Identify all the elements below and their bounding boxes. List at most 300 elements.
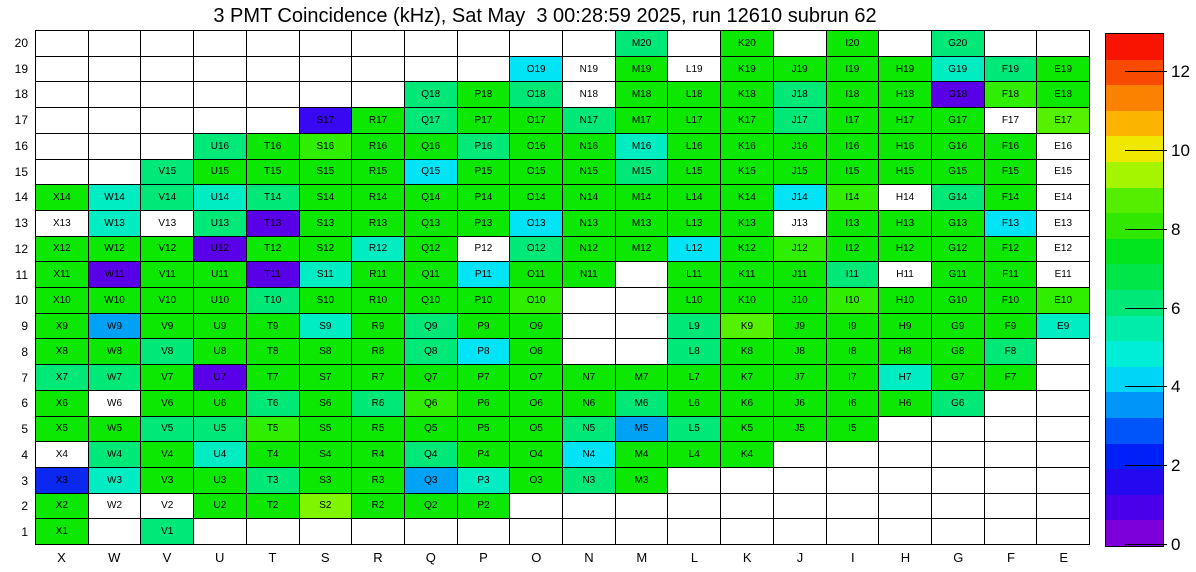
cell-label: L16 (685, 140, 703, 152)
cell-L18 (667, 81, 720, 107)
cell-I17 (826, 107, 879, 133)
cell-label: P18 (474, 89, 493, 101)
colorbar-band (1106, 85, 1163, 111)
cell-X15 (35, 159, 88, 185)
cell-label: G16 (948, 140, 968, 152)
cell-label: F16 (1001, 140, 1020, 152)
cell-label: M17 (631, 114, 652, 126)
cell-label: O17 (526, 114, 546, 126)
cell-I3 (826, 467, 879, 493)
cell-U9 (193, 313, 246, 339)
cell-label: G14 (948, 192, 968, 204)
y-tick-label-17: 17 (14, 113, 28, 128)
cell-U4 (193, 441, 246, 467)
cell-S13 (299, 210, 352, 236)
cell-label: G17 (948, 114, 968, 126)
cell-G11 (931, 261, 984, 287)
cell-E5 (1036, 416, 1089, 442)
cell-label: F15 (1001, 166, 1020, 178)
cell-label: R17 (368, 114, 388, 126)
cell-N19 (562, 56, 615, 82)
cell-L2 (667, 493, 720, 519)
cell-label: S4 (319, 449, 332, 461)
cell-label: Q12 (421, 243, 441, 255)
cell-label: O13 (526, 217, 546, 229)
cell-Q16 (404, 133, 457, 159)
cell-K13 (720, 210, 773, 236)
cell-P20 (457, 30, 510, 56)
cell-T12 (246, 236, 299, 262)
cell-R18 (351, 81, 404, 107)
cell-label: O6 (529, 397, 543, 409)
cell-label: O7 (529, 371, 543, 383)
cell-H7 (878, 364, 931, 390)
cell-M6 (615, 390, 668, 416)
cell-R12 (351, 236, 404, 262)
cell-J16 (773, 133, 826, 159)
cell-label: O15 (526, 166, 546, 178)
cell-label: O16 (526, 140, 546, 152)
cell-label: H17 (895, 114, 915, 126)
cell-G10 (931, 287, 984, 313)
cell-O17 (509, 107, 562, 133)
cell-E15 (1036, 159, 1089, 185)
cell-label: N15 (579, 166, 599, 178)
cell-label: W5 (107, 423, 123, 435)
cell-P19 (457, 56, 510, 82)
colorbar-tick-10 (1125, 150, 1167, 151)
cell-X6 (35, 390, 88, 416)
cell-W7 (88, 364, 141, 390)
cell-label: I7 (848, 371, 857, 383)
cell-I7 (826, 364, 879, 390)
y-tick-label-6: 6 (21, 396, 28, 411)
cell-label: K14 (738, 192, 756, 204)
cell-L12 (667, 236, 720, 262)
cell-P13 (457, 210, 510, 236)
cell-label: K7 (740, 371, 754, 383)
cell-H20 (878, 30, 931, 56)
x-tick-label-X: X (57, 550, 66, 565)
cell-label: M4 (634, 449, 649, 461)
cell-label: V3 (161, 474, 174, 486)
cell-label: T14 (264, 192, 282, 204)
cell-label: P2 (477, 500, 490, 512)
cell-label: G18 (948, 89, 968, 101)
cell-F17 (984, 107, 1037, 133)
cell-label: R2 (371, 500, 385, 512)
cell-label: Q8 (424, 346, 438, 358)
cell-label: S6 (319, 397, 332, 409)
cell-K14 (720, 184, 773, 210)
cell-S19 (299, 56, 352, 82)
cell-O19 (509, 56, 562, 82)
cell-label: G11 (948, 269, 967, 281)
y-tick-label-3: 3 (21, 473, 28, 488)
cell-label: S2 (319, 500, 332, 512)
cell-P10 (457, 287, 510, 313)
cell-H5 (878, 416, 931, 442)
cell-label: N11 (580, 269, 598, 281)
cell-label: O9 (529, 320, 543, 332)
colorbar-tick-label-10: 10 (1171, 141, 1190, 161)
cell-label: U8 (213, 346, 227, 358)
cell-R17 (351, 107, 404, 133)
cell-X16 (35, 133, 88, 159)
cell-I16 (826, 133, 879, 159)
cell-label: H11 (896, 269, 914, 281)
y-tick-label-7: 7 (21, 370, 28, 385)
cell-S15 (299, 159, 352, 185)
x-tick-label-G: G (953, 550, 964, 565)
cell-S18 (299, 81, 352, 107)
cell-label: G6 (951, 397, 965, 409)
cell-G18 (931, 81, 984, 107)
cell-H16 (878, 133, 931, 159)
cell-O20 (509, 30, 562, 56)
cell-label: T7 (266, 371, 279, 383)
cell-G6 (931, 390, 984, 416)
cell-label: Q11 (421, 269, 440, 281)
cell-O9 (509, 313, 562, 339)
cell-E19 (1036, 56, 1089, 82)
cell-G13 (931, 210, 984, 236)
cell-label: I10 (845, 294, 860, 306)
cell-V15 (140, 159, 193, 185)
cell-W1 (88, 518, 141, 544)
colorbar-tick-12 (1125, 71, 1167, 72)
colorbar (1105, 33, 1164, 547)
x-tick-label-E: E (1059, 550, 1069, 565)
cell-U7 (193, 364, 246, 390)
cell-label: U4 (213, 449, 227, 461)
cell-X4 (35, 441, 88, 467)
cell-label: H14 (895, 192, 915, 204)
cell-label: T8 (266, 346, 279, 358)
cell-label: K19 (738, 63, 756, 75)
cell-H15 (878, 159, 931, 185)
cell-label: J11 (791, 269, 808, 281)
colorbar-band (1106, 188, 1163, 214)
cell-H3 (878, 467, 931, 493)
cell-label: O3 (529, 474, 543, 486)
cell-label: S10 (316, 294, 335, 306)
colorbar-band (1106, 392, 1163, 418)
cell-label: V6 (161, 397, 174, 409)
cell-J15 (773, 159, 826, 185)
cell-label: S9 (319, 320, 332, 332)
cell-label: E17 (1054, 114, 1073, 126)
cell-label: H8 (898, 346, 912, 358)
cell-label: P12 (474, 243, 493, 255)
cell-label: I8 (848, 346, 857, 358)
cell-label: P10 (474, 294, 493, 306)
cell-label: X9 (55, 320, 68, 332)
colorbar-band (1106, 111, 1163, 137)
cell-V3 (140, 467, 193, 493)
cell-label: T3 (266, 474, 279, 486)
cell-M11 (615, 261, 668, 287)
cell-X14 (35, 184, 88, 210)
cell-label: V11 (158, 269, 176, 281)
cell-label: H9 (898, 320, 912, 332)
cell-G20 (931, 30, 984, 56)
cell-W12 (88, 236, 141, 262)
colorbar-band (1106, 520, 1163, 546)
cell-G2 (931, 493, 984, 519)
cell-P5 (457, 416, 510, 442)
cell-N3 (562, 467, 615, 493)
cell-E9 (1036, 313, 1089, 339)
cell-label: R16 (368, 140, 388, 152)
cell-N8 (562, 338, 615, 364)
cell-S16 (299, 133, 352, 159)
cell-H13 (878, 210, 931, 236)
cell-F16 (984, 133, 1037, 159)
cell-O16 (509, 133, 562, 159)
cell-M9 (615, 313, 668, 339)
x-tick-label-J: J (796, 550, 804, 565)
cell-label: X14 (52, 192, 71, 204)
cell-O6 (509, 390, 562, 416)
cell-J9 (773, 313, 826, 339)
cell-label: U15 (210, 166, 230, 178)
cell-label: X12 (52, 243, 71, 255)
cell-label: O10 (526, 294, 546, 306)
cell-N10 (562, 287, 615, 313)
cell-N6 (562, 390, 615, 416)
cell-Q15 (404, 159, 457, 185)
cell-label: I18 (845, 89, 860, 101)
cell-label: K18 (738, 89, 756, 101)
cell-L3 (667, 467, 720, 493)
cell-T18 (246, 81, 299, 107)
cell-label: G12 (948, 243, 968, 255)
cell-label: P15 (474, 166, 493, 178)
y-tick-label-9: 9 (21, 319, 28, 334)
cell-label: N4 (582, 449, 596, 461)
x-tick-label-H: H (900, 550, 911, 565)
cell-S2 (299, 493, 352, 519)
cell-X3 (35, 467, 88, 493)
cell-X17 (35, 107, 88, 133)
cell-F7 (984, 364, 1037, 390)
colorbar-tick-2 (1125, 465, 1167, 466)
cell-label: S12 (316, 243, 335, 255)
cell-N18 (562, 81, 615, 107)
cell-M20 (615, 30, 668, 56)
cell-label: P6 (477, 397, 490, 409)
cell-P1 (457, 518, 510, 544)
cell-label: M19 (631, 63, 652, 75)
cell-label: P8 (477, 346, 490, 358)
cell-F3 (984, 467, 1037, 493)
cell-label: R9 (371, 320, 385, 332)
y-tick-label-11: 11 (15, 267, 28, 282)
cell-label: K16 (738, 140, 756, 152)
cell-O2 (509, 493, 562, 519)
cell-W2 (88, 493, 141, 519)
colorbar-band (1106, 367, 1163, 393)
cell-R19 (351, 56, 404, 82)
cell-label: K4 (740, 449, 754, 461)
colorbar-tick-label-6: 6 (1171, 298, 1181, 318)
cell-label: L14 (685, 192, 703, 204)
cell-I4 (826, 441, 879, 467)
cell-T19 (246, 56, 299, 82)
cell-J10 (773, 287, 826, 313)
cell-L1 (667, 518, 720, 544)
cell-F19 (984, 56, 1037, 82)
cell-K17 (720, 107, 773, 133)
cell-label: W14 (104, 192, 125, 204)
cell-H18 (878, 81, 931, 107)
cell-E1 (1036, 518, 1089, 544)
cell-H11 (878, 261, 931, 287)
cell-H17 (878, 107, 931, 133)
cell-N17 (562, 107, 615, 133)
cell-Q5 (404, 416, 457, 442)
cell-U8 (193, 338, 246, 364)
cell-label: M20 (631, 37, 652, 49)
cell-label: Q5 (424, 423, 438, 435)
cell-label: K9 (740, 320, 754, 332)
cell-label: F18 (1001, 89, 1020, 101)
cell-label: R8 (371, 346, 385, 358)
cell-O18 (509, 81, 562, 107)
cell-U12 (193, 236, 246, 262)
cell-K1 (720, 518, 773, 544)
x-tick-label-O: O (531, 550, 542, 565)
y-tick-label-19: 19 (14, 61, 28, 76)
cell-label: H16 (895, 140, 915, 152)
cell-R4 (351, 441, 404, 467)
cell-O7 (509, 364, 562, 390)
colorbar-tick-label-0: 0 (1171, 535, 1181, 554)
cell-J4 (773, 441, 826, 467)
cell-V10 (140, 287, 193, 313)
cell-X5 (35, 416, 88, 442)
cell-label: U16 (210, 140, 230, 152)
cell-W5 (88, 416, 141, 442)
colorbar-tick-label-8: 8 (1171, 219, 1181, 239)
cell-R10 (351, 287, 404, 313)
cell-label: P13 (474, 217, 493, 229)
cell-label: S16 (316, 140, 335, 152)
cell-label: X11 (53, 269, 71, 281)
cell-P11 (457, 261, 510, 287)
y-tick-label-18: 18 (14, 87, 28, 102)
cell-L19 (667, 56, 720, 82)
chart-title: 3 PMT Coincidence (kHz), Sat May 3 00:28:59 2025, run 12610 subrun 62 (213, 5, 877, 27)
cell-label: R14 (368, 192, 388, 204)
cell-label: F14 (1001, 192, 1020, 204)
colorbar-tick-8 (1125, 229, 1167, 230)
cell-label: I17 (845, 114, 860, 126)
cell-label: E15 (1054, 166, 1073, 178)
cell-P9 (457, 313, 510, 339)
cell-label: U7 (213, 371, 227, 383)
cell-label: P4 (477, 449, 490, 461)
cell-label: L9 (688, 320, 700, 332)
cell-Q11 (404, 261, 457, 287)
cell-label: V5 (161, 423, 174, 435)
cell-J7 (773, 364, 826, 390)
cell-label: G8 (951, 346, 965, 358)
cell-label: P5 (477, 423, 490, 435)
cell-J12 (773, 236, 826, 262)
cell-label: Q4 (424, 449, 438, 461)
cell-label: J16 (791, 140, 808, 152)
cell-label: O14 (526, 192, 546, 204)
cell-U16 (193, 133, 246, 159)
cell-label: N16 (579, 140, 599, 152)
cell-J17 (773, 107, 826, 133)
cell-label: L10 (685, 294, 703, 306)
cell-label: T11 (264, 269, 281, 281)
colorbar-band (1106, 60, 1163, 86)
colorbar-tick-label-4: 4 (1171, 377, 1181, 397)
cell-label: N12 (579, 243, 599, 255)
cell-V1 (140, 518, 193, 544)
cell-label: S8 (319, 346, 332, 358)
cell-label: I13 (845, 217, 860, 229)
cell-F12 (984, 236, 1037, 262)
cell-label: W7 (107, 371, 123, 383)
cell-label: V13 (158, 217, 177, 229)
cell-T7 (246, 364, 299, 390)
cell-J19 (773, 56, 826, 82)
cell-label: E19 (1054, 63, 1073, 75)
colorbar-band (1106, 162, 1163, 188)
cell-K3 (720, 467, 773, 493)
cell-label: V10 (158, 294, 177, 306)
cell-label: F8 (1004, 346, 1017, 358)
cell-P2 (457, 493, 510, 519)
cell-T14 (246, 184, 299, 210)
cell-label: Q15 (421, 166, 441, 178)
cell-G12 (931, 236, 984, 262)
cell-label: V12 (158, 243, 177, 255)
cell-label: E14 (1054, 192, 1073, 204)
cell-T11 (246, 261, 299, 287)
cell-label: M13 (631, 217, 652, 229)
cell-N2 (562, 493, 615, 519)
cell-label: R5 (371, 423, 385, 435)
cell-S4 (299, 441, 352, 467)
cell-H14 (878, 184, 931, 210)
cell-label: T12 (264, 243, 282, 255)
cell-T20 (246, 30, 299, 56)
cell-T1 (246, 518, 299, 544)
cell-G3 (931, 467, 984, 493)
cell-label: O12 (526, 243, 546, 255)
y-tick-label-16: 16 (14, 138, 28, 153)
cell-S20 (299, 30, 352, 56)
cell-label: J10 (791, 294, 808, 306)
cell-label: I12 (845, 243, 860, 255)
colorbar-band (1106, 469, 1163, 495)
cell-H12 (878, 236, 931, 262)
cell-M16 (615, 133, 668, 159)
cell-E16 (1036, 133, 1089, 159)
cell-Q8 (404, 338, 457, 364)
cell-V7 (140, 364, 193, 390)
cell-label: N19 (579, 63, 599, 75)
cell-label: F10 (1001, 294, 1020, 306)
cell-U19 (193, 56, 246, 82)
colorbar-band (1106, 341, 1163, 367)
